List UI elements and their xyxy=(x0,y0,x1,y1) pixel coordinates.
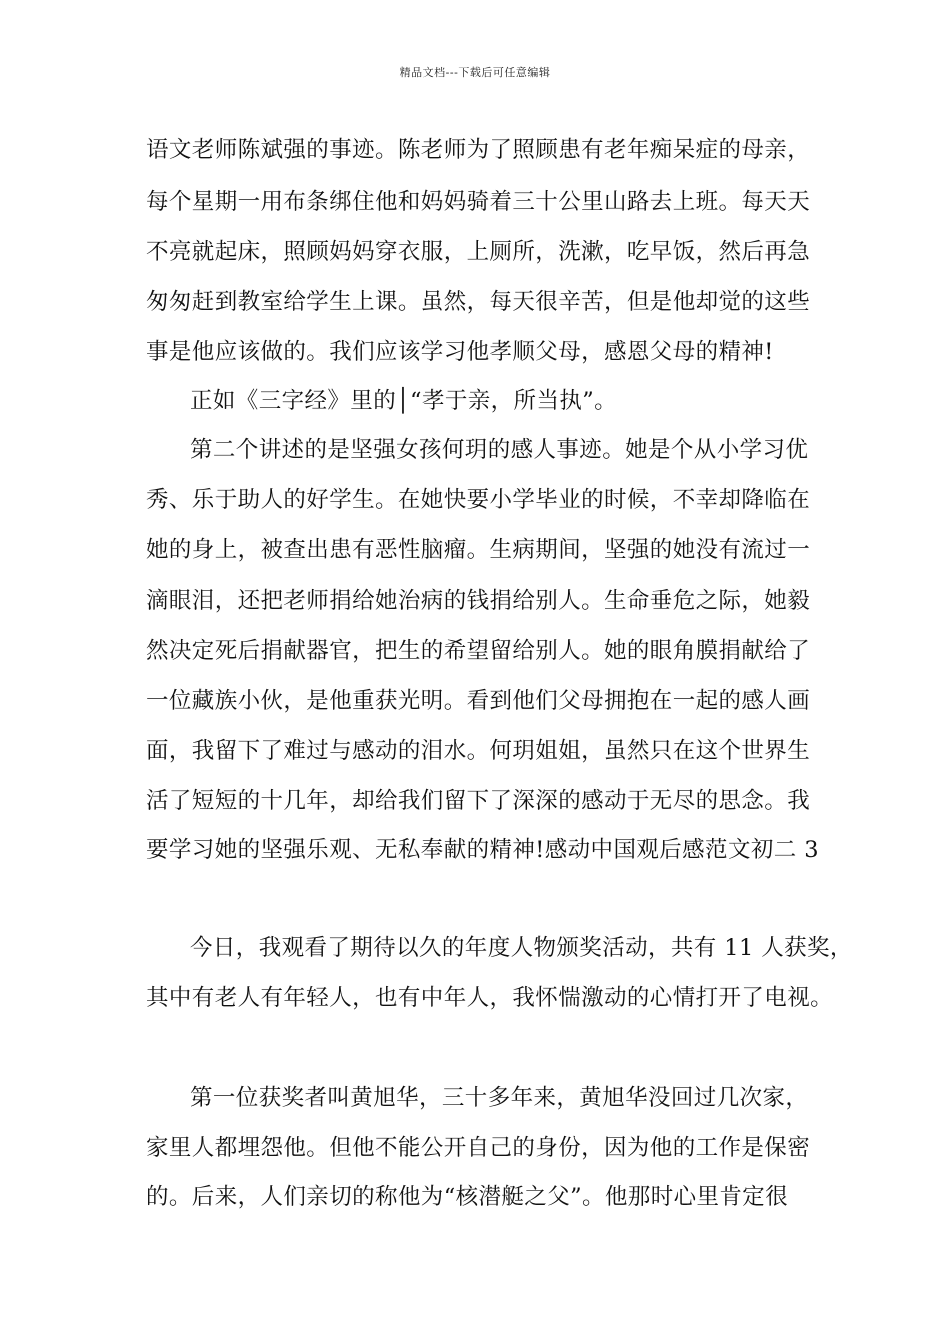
paragraph-line: 其中有老人有年轻人，也有中年人，我怀惴激动的心情打开了电视。 xyxy=(146,985,834,1011)
paragraph-line: 家里人都埋怨他。但他不能公开自己的身份，因为他的工作是保密 xyxy=(146,1135,811,1161)
paragraph-line: 语文老师陈斌强的事迹。陈老师为了照顾患有老年痴呆症的母亲， xyxy=(146,137,811,163)
paragraph-line: 今日，我观看了期待以久的年度人物颁奖活动，共有 11 人获奖， xyxy=(190,935,853,961)
paragraph-line: 面，我留下了难过与感动的泪水。何玥姐姐，虽然只在这个世界生 xyxy=(146,738,811,764)
paragraph-line: 每个星期一用布条绑住他和妈妈骑着三十公里山路去上班。每天天 xyxy=(146,189,811,215)
paragraph-line: 她的身上，被查出患有恶性脑瘤。生病期间，坚强的她没有流过一 xyxy=(146,537,811,563)
paragraph-line: 事是他应该做的。我们应该学习他孝顺父母，感恩父母的精神! xyxy=(146,339,774,365)
paragraph-line: 正如《三字经》里的│“孝于亲，所当执”。 xyxy=(190,388,618,414)
paragraph-line: 秀、乐于助人的好学生。在她快要小学毕业的时候，不幸却降临在 xyxy=(146,487,811,513)
paragraph-line: 活了短短的十几年，却给我们留下了深深的感动于无尽的思念。我 xyxy=(146,788,811,814)
paragraph-line: 不亮就起床，照顾妈妈穿衣服，上厕所，洗漱，吃早饭，然后再急 xyxy=(146,239,811,265)
paragraph-line: 第一位获奖者叫黄旭华，三十多年来，黄旭华没回过几次家， xyxy=(190,1085,809,1111)
paragraph-line: 滴眼泪，还把老师捐给她治病的钱捐给别人。生命垂危之际，她毅 xyxy=(146,588,811,614)
paragraph-line: 要学习她的坚强乐观、无私奉献的精神!感动中国观后感范文初二 3 xyxy=(146,837,819,863)
paragraph-line: 匆匆赶到教室给学生上课。虽然，每天很辛苦，但是他却觉的这些 xyxy=(146,289,811,315)
paragraph-line: 一位藏族小伙，是他重获光明。看到他们父母拥抱在一起的感人画 xyxy=(146,688,811,714)
paragraph-line: 的。后来，人们亲切的称他为“核潜艇之父”。他那时心里肯定很 xyxy=(146,1184,789,1210)
paragraph-line: 第二个讲述的是坚强女孩何玥的感人事迹。她是个从小学习优 xyxy=(190,437,809,463)
page-header: 精品文档---下载后可任意编辑 xyxy=(399,66,551,79)
paragraph-line: 然决定死后捐献器官，把生的希望留给别人。她的眼角膜捐献给了 xyxy=(146,638,811,664)
